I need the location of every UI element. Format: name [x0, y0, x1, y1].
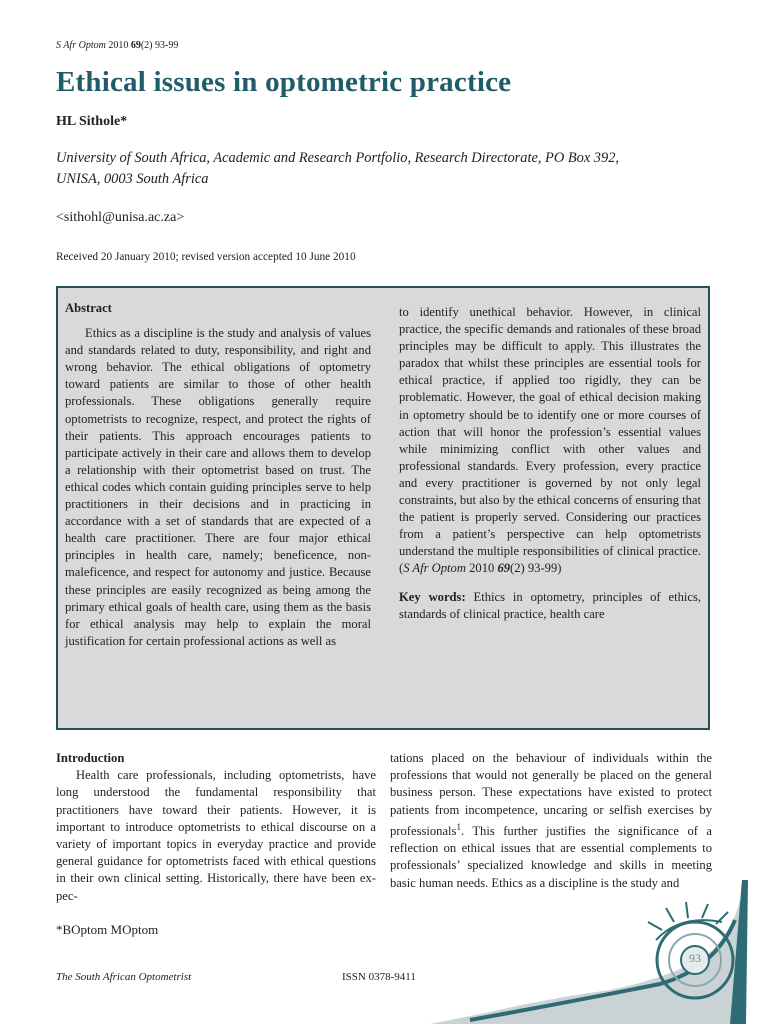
introduction-left-column	[56, 750, 376, 905]
footer-issn: ISSN 0378-9411	[342, 971, 416, 983]
introduction-text-left: Health care professionals, including optometrists, have long understood the fundamental responsibility that practitioners have toward their patients. However, it is important to introduce optometrists to ethical discourse on a variety of important topics in everyday practice and provide general guidance for optometrists faced with ethical questions in their own clinical setting. Historically, there have been ex-pec-	[56, 768, 376, 903]
author-email: <sithohl@unisa.ac.za>	[56, 210, 185, 225]
introduction-text-right: tations placed on the behaviour of individuals within the professions that would not generally be placed on the general business person. These expectations have existed to protect patients from incompetence, uncaring or selfish exercises by professionals$^1$. This further justifies the significance of a reflection on ethical issues that are essential complements to professionals’ specialized knowledge and skills in meeting basic human needs. Ethics as a discipline is the study and	[390, 751, 712, 890]
introduction-right-column	[390, 750, 712, 892]
affiliation-line-1: University of South Africa, Academic and Research Portfolio, Research Directorate, PO Box 392,	[56, 150, 619, 166]
author-name: HL Sithole*	[56, 114, 128, 129]
footer-journal-name: The South African Optometrist	[56, 971, 192, 983]
keywords-label: Key words:	[399, 589, 466, 604]
abstract-heading: Abstract	[65, 301, 112, 315]
abstract-left-column	[65, 300, 371, 650]
abstract-text-left: Ethics as a discipline is the study and analysis of values and standards related to duty, responsibility, and right and wrong behavior. The ethical obligations of optometry toward patients are similar to those of other health professionals. These obligations generally require optometrists to recognize, respect, and protect the rights of their patients. This approach encourages patients to participate actively in their care and allows them to develop a relationship with their optometrist based on trust. The ethical codes which contain guiding principles serve to help practitioners in their decisions and in practicing in accordance with a set of standards that are expected of a health care practitioner. There are four major ethical principles in health care, namely; beneficence, non-maleficence, and respect for autonomy and justice. Because these principles are easily recognized as being among the primary ethical goals of health care, using them as the basis for ethical analysis may help to explain the moral justification for certain professional actions as well as	[65, 326, 371, 648]
abstract-box	[56, 286, 710, 730]
affiliation	[56, 148, 706, 190]
affiliation-line-2: UNISA, 0003 South Africa	[56, 171, 209, 187]
reference-superscript: 1	[456, 821, 461, 832]
abstract-right-column	[399, 304, 701, 623]
introduction-heading: Introduction	[56, 751, 125, 765]
author-footnote: *BOptom MOptom	[56, 922, 159, 937]
article-title: Ethical issues in optometric practice	[56, 66, 512, 98]
page-number: 93	[689, 951, 701, 965]
abstract-text-right: to identify unethical behavior. However, in clinical practice, the specific demands and rationales of these broad principles may be difficult to apply. This illustrates the paradox that whilst these principles are essential tools for ethical practice, if applied too rigidly, they can be problematic. However, the goal of ethical decision making in optometry should be to identify one or more courses of action that will honor the profession’s essential values while minimizing conflict with other values and professional standards. Every profession, every practice and every practitioner is governed by not only legal constraints, but also by the ethical concerns of ensuring that the patient is properly served. Considering our practices from a patient’s perspective can help optometrists understand the multiple responsibilities of clinical practice. (S Afr Optom 2010 69(2) 93-99)	[399, 305, 701, 576]
received-dates: Received 20 January 2010; revised version accepted 10 June 2010	[56, 251, 356, 263]
eye-swirl-decoration-icon	[430, 880, 768, 1024]
keywords: Key words: Ethics in optometry, principles of ethics, standards of clinical practice, health care	[399, 589, 701, 621]
citation-line: S Afr Optom 2010 69(2) 93-99	[56, 40, 179, 51]
